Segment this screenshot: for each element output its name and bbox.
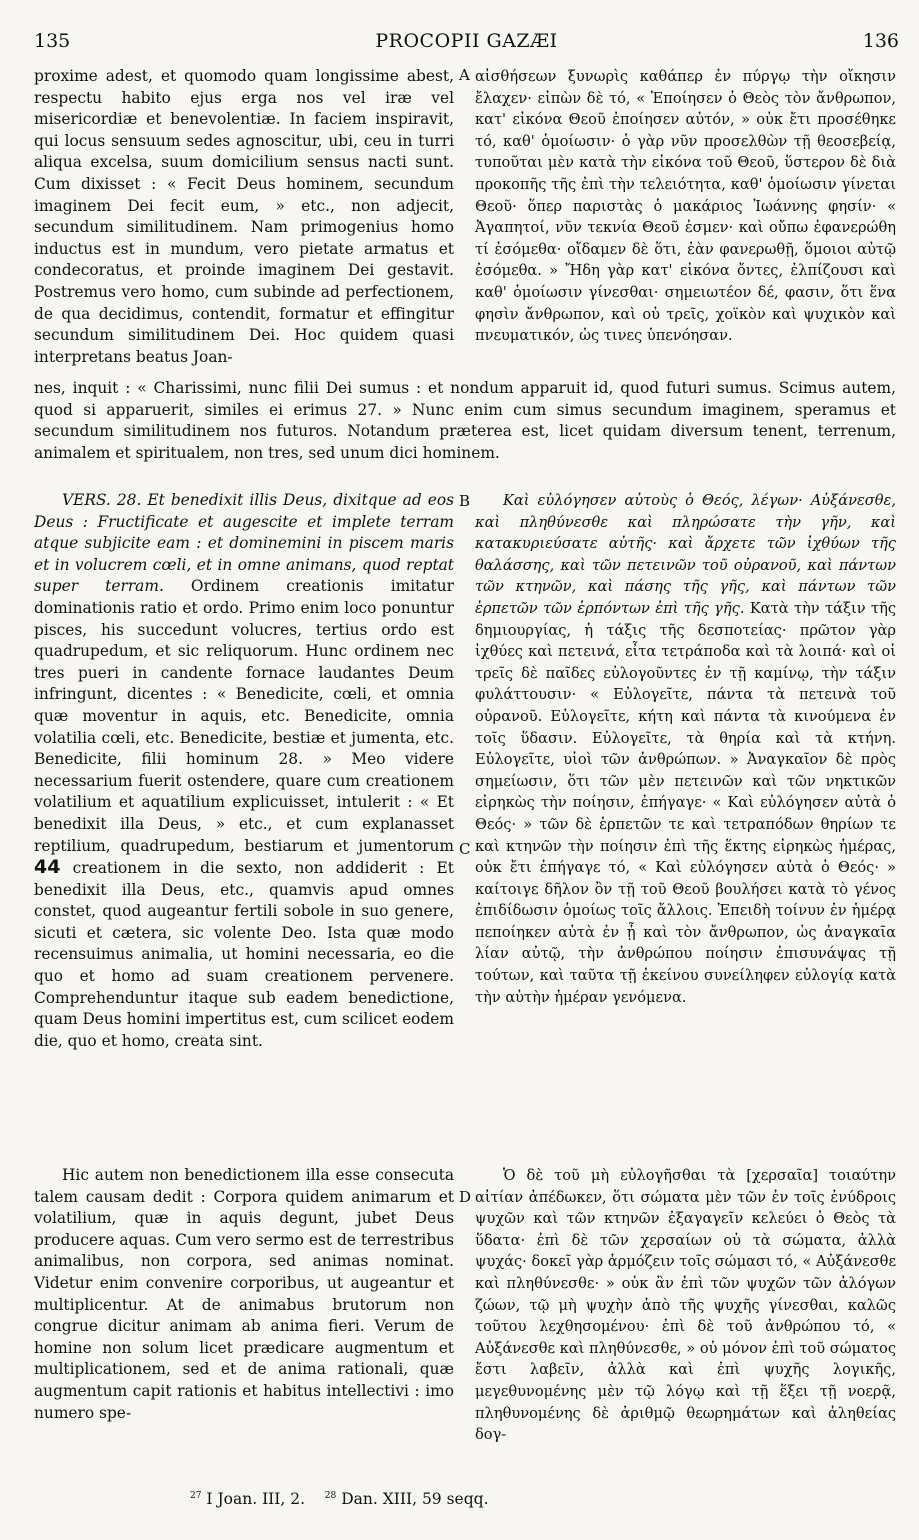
greek-column-section1 bbox=[475, 66, 896, 376]
footnote-number-28: 28 bbox=[324, 1490, 337, 1501]
latin-paragraph-section3: Hic autem non benedictionem illa esse consecuta talem causam dedit : Corpora quidem animarum et volatilium, quæ in aquis degunt, jubet Deus producere aquas. Cum vero sermo est de terrestribus animalibus, non corpora, sed animas nominat. Videtur enim convenire corporibus, ut augeantur et multiplicentur. At de animabus brutorum non congrue dicitur animam ab anima fieri. Verum de homine non solum licet prædicare augmentum et multiplicationem, sed et de anima rationali, quæ augmentum capit rationis et habitus intellectivi : imo numero spe- bbox=[34, 1166, 454, 1422]
latin-commentary-end: creationem in die sexto, non addiderit : Et benedixit illa Deus, etc., quamvis apud omnes constet, quod augeantur fertili sobole in suo genere, sicuti et cætera, sic volente Deo. Ista quæ modo recensuimus animalia, ut homini necessaria, eo die quo et homo ad suam creationem pervenere. Comprehenduntur itaque sub eadem benedictione, quam Deus homini impertitus est, cum scilicet eodem die, quo et homo, creata sint. bbox=[34, 859, 454, 1050]
page-header bbox=[34, 30, 899, 58]
greek-column-section3 bbox=[475, 1165, 896, 1465]
greek-column-section2 bbox=[475, 490, 896, 1130]
full-width-text: nes, inquit : « Charissimi, nunc filii Dei sumus : et nondum apparuit id, quod futuri sumus. Scimus autem, quod si apparuerit, similes ei erimus 27. » Nunc enim cum simus secundum imaginem, speramus et secundum similitudinem nos futuros. Notandum præterea est, licet quidam diversum tenent, terrenum, animalem et spiritualem, non tres, sed unum dici hominem. bbox=[34, 379, 896, 462]
full-width-paragraph bbox=[34, 378, 896, 474]
margin-letter-d: D bbox=[459, 1188, 472, 1206]
greek-paragraph: αἰσθήσεων ξυνωρὶς καθάπερ ἐν πύργῳ τὴν οἴκησιν ἔλαχεν· εἰπὼν δὲ τό, « Ἐποίησεν ὁ Θεὸς τὸν ἄνθρωπον, κατ' εἰκόνα Θεοῦ ἐποίησεν αὐτόν, » οὐκ ἔτι προσέθηκε τό, καθ' ὁμοίωσιν· ὁ γὰρ νῦν προσελθὼν τῇ θεοσεβείᾳ, τυποῦται μὲν κατὰ τὴν εἰκόνα τοῦ Θεοῦ, ὕστερον δὲ διὰ προκοπῆς τῆς ἐπὶ τὴν τελειότητα, καθ' ὁμοίωσιν γίνεται Θεοῦ· ὅπερ παριστὰς ὁ μακάριος Ἰωάννης φησίν· « Ἀγαπητοί, νῦν τεκνία Θεοῦ ἐσμεν· καὶ οὔπω ἐφανερώθη τί ἐσόμεθα· οἴδαμεν δὲ ὅτι, ἐὰν φανερωθῇ, ὅμοιοι αὐτῷ ἐσόμεθα. » Ἤδη γὰρ κατ' εἰκόνα ὄντες, ἐλπίζουσι καὶ καθ' ὁμοίωσιν γίνεσθαι· σημειωτέον δέ, φασιν, ὅτι ἕνα φησὶν ἄνθρωπον, καὶ οὐ τρεῖς, χοϊκὸν καὶ ψυχικὸν καὶ πνευματικόν, ὡς τινες ὑπενόησαν. bbox=[475, 68, 896, 345]
margin-letter-c: C bbox=[459, 840, 471, 858]
footnotes bbox=[190, 1490, 489, 1508]
greek-commentary: Κατὰ τὴν τάξιν τῆς δημιουργίας, ἡ τάξις τῆς δεσποτείας· πρῶτον γὰρ ἰχθύες καὶ πετεινά, εἶτα τετράποδα καὶ τὰ λοιπά· καὶ οἱ τρεῖς δὲ παῖδες εὐλογοῦντες ἐν τῇ καμίνῳ, τὴν τάξιν φυλάττουσιν· « Εὐλογεῖτε, πάντα τὰ πετεινὰ τοῦ οὐρανοῦ. Εὐλογεῖτε, κήτη καὶ πάντα τὰ κινούμενα ἐν τοῖς ὕδασιν. Εὐλογεῖτε, τὰ θηρία καὶ τὰ κτήνη. Εὐλογεῖτε, υἱοὶ τῶν ἀνθρώπων. » Ἀναγκαῖον δὲ πρὸς σημείωσιν, ὅτι τῶν μὲν πετεινῶν καὶ τῶν νηκτικῶν εἰρηκὼς τὴν ποίησιν, ἐπήγαγε· « Καὶ εὐλόγησεν αὐτὰ ὁ Θεός· » τῶν δὲ ἑρπετῶν τε καὶ τετραπόδων θηρίων τε καὶ κτηνῶν τὴν ποίησιν ἐπὶ τῆς ἕκτης εἰρηκὼς ἡμέρας, οὐκ ἔτι ἐπήγαγε τό, « Καὶ εὐλόγησεν αὐτὰ ὁ Θεός· » καίτοιγε δῆλον ὂν τῇ τοῦ Θεοῦ βουλήσει κατὰ τὸ γένος ἐπιδίδωσιν ὁμοίως τοῖς ἄλλοις. Ἐπειδὴ τοίνυν ἐν ἡμέρᾳ πεποίηκεν αὐτὰ ἐν ᾗ καὶ τὸν ἄνθρωπον, ὡς ἀναγκαῖα λίαν αὐτῷ, τὴν ἀνθρώπου ποίησιν ἐπισυνάψας τῇ τούτων, καὶ ταῦτα τῇ ἐκείνου συνείληφεν εὐλογίᾳ κατὰ τὴν αὐτὴν ἡμέραν γενόμενα. bbox=[475, 599, 896, 1006]
page-number-right: 136 bbox=[862, 30, 899, 52]
greek-lemma: Καὶ εὐλόγησεν αὐτοὺς ὁ Θεός, λέγων· Αὐξάνεσθε, καὶ πληθύνεσθε καὶ πληρώσατε τὴν γῆν, καὶ κατακυριεύσατε αὐτῆς· καὶ ἄρχετε τῶν ἰχθύων τῆς θαλάσσης, καὶ τῶν πετεινῶν τοῦ οὐρανοῦ, καὶ πάντων τῶν κτηνῶν, καὶ πάσης τῆς γῆς, καὶ πάντων τῶν ἑρπετῶν τῶν ἑρπόντων ἐπὶ τῆς γῆς. bbox=[475, 492, 896, 617]
margin-letter-b: B bbox=[459, 492, 471, 510]
latin-lemma-paragraph bbox=[34, 490, 454, 1052]
latin-lemma: VERS. 28. Et benedixit illis Deus, dixitque ad eos Deus : Fructificate et augescite et implete terram atque subjicite eam : et dominemini in piscem maris et in volucrem cœli, et in omne animans, quod reptat super terram. bbox=[34, 491, 454, 596]
greek-paragraph-section3: Ὁ δὲ τοῦ μὴ εὐλογῆσθαι τὰ [χερσαῖα] τοιαύτην αἰτίαν ἀπέδωκεν, ὅτι σώματα μὲν τῶν ἐν τοῖς ἐνύδροις ψυχῶν καὶ τῶν κτηνῶν ἐξαγαγεῖν κελεύει ὁ Θεὸς τὰ ὕδατα· ἐπὶ δὲ τῶν χερσαίων οὐ τὰ σώματα, ἀλλὰ ψυχάς· δοκεῖ γὰρ ἁρμόζειν τοῖς σώμασι τό, « Αὐξάνεσθε καὶ πληθύνεσθε· » οὐκ ἂν ἐπὶ τῶν ψυχῶν τῶν ἀλόγων ζώων, τῷ μὴ ψυχὴν ἀπὸ τῆς ψυχῆς γίνεσθαι, καλῶς τοῦτου λεχθησομένου· ἐπὶ δὲ τοῦ ἀνθρώπου τό, « Αὐξάνεσθε καὶ πληθύνεσθε, » οὐ μόνον ἐπὶ τοῦ σώματος ἔστι λαβεῖν, ἀλλὰ καὶ ἐπὶ ψυχῆς λογικῆς, μεγεθυνομένης μὲν τῷ λόγῳ καὶ τῇ ἕξει τῇ νοερᾷ, πληθυνομένης δὲ ἀριθμῷ θεωρημάτων καὶ ἀληθείας δογ- bbox=[475, 1167, 896, 1444]
latin-column-section2 bbox=[34, 490, 454, 1150]
footnote-number-27: 27 bbox=[190, 1490, 202, 1501]
page-number-left: 135 bbox=[34, 30, 71, 52]
greek-lemma-paragraph bbox=[475, 490, 896, 1008]
page-marker: 44 bbox=[34, 856, 61, 879]
latin-commentary: Ordinem creationis imitatur dominationis ratio et ordo. Primo enim loco ponuntur pisces, his succedunt volucres, tertius ordo est quadrupedum, et sic reliquorum. Hunc ordinem nec tres pueri in candente fornace laudantes Deum infringunt, dicentes : « Benedicite, cœli, et omnia quæ moventur in aquis, etc. Benedicite, omnia volatilia cœli, etc. Benedicite, bestiæ et jumenta, etc. Benedicite, filii hominum 28. » Meo videre necessarium fuerit ostendere, quare cum creationem volatilium et aquatilium explicuisset, intulerit : « Et benedixit illa Deus, » etc., et cum explanasset reptilium, quadrupedum, bestiarum et jumentorum bbox=[34, 577, 454, 855]
running-title: PROCOPII GAZÆI bbox=[375, 30, 558, 52]
latin-paragraph: proxime adest, et quomodo quam longissime abest, respectu habito ejus erga nos vel iræ vel misericordiæ et benevolentiæ. In faciem inspiravit, qui locus sensuum sedes agnoscitur, ubi, ceu in turri aliqua excelsa, suum domicilium sensus nacti sunt. Cum dixisset : « Fecit Deus hominem, secundum imaginem Dei fecit eum, » etc., non adjecit, secundum similitudinem. Nam primogenius homo inductus est in mundum, vero pietate armatus et condecoratus, et proinde imaginem Dei gestavit. Postremus vero homo, cum subinde ad perfectionem, de qua decidimus, contendit, formatur et effingitur secundum similitudinem Dei. Hoc quidem quasi interpretans beatus Joan- bbox=[34, 67, 454, 366]
footnote-28: Dan. XIII, 59 seqq. bbox=[341, 1490, 489, 1508]
margin-letter-a: A bbox=[459, 66, 470, 84]
latin-column-section1 bbox=[34, 66, 454, 376]
footnote-27: I Joan. III, 2. bbox=[206, 1490, 306, 1508]
latin-column-section3 bbox=[34, 1165, 454, 1465]
